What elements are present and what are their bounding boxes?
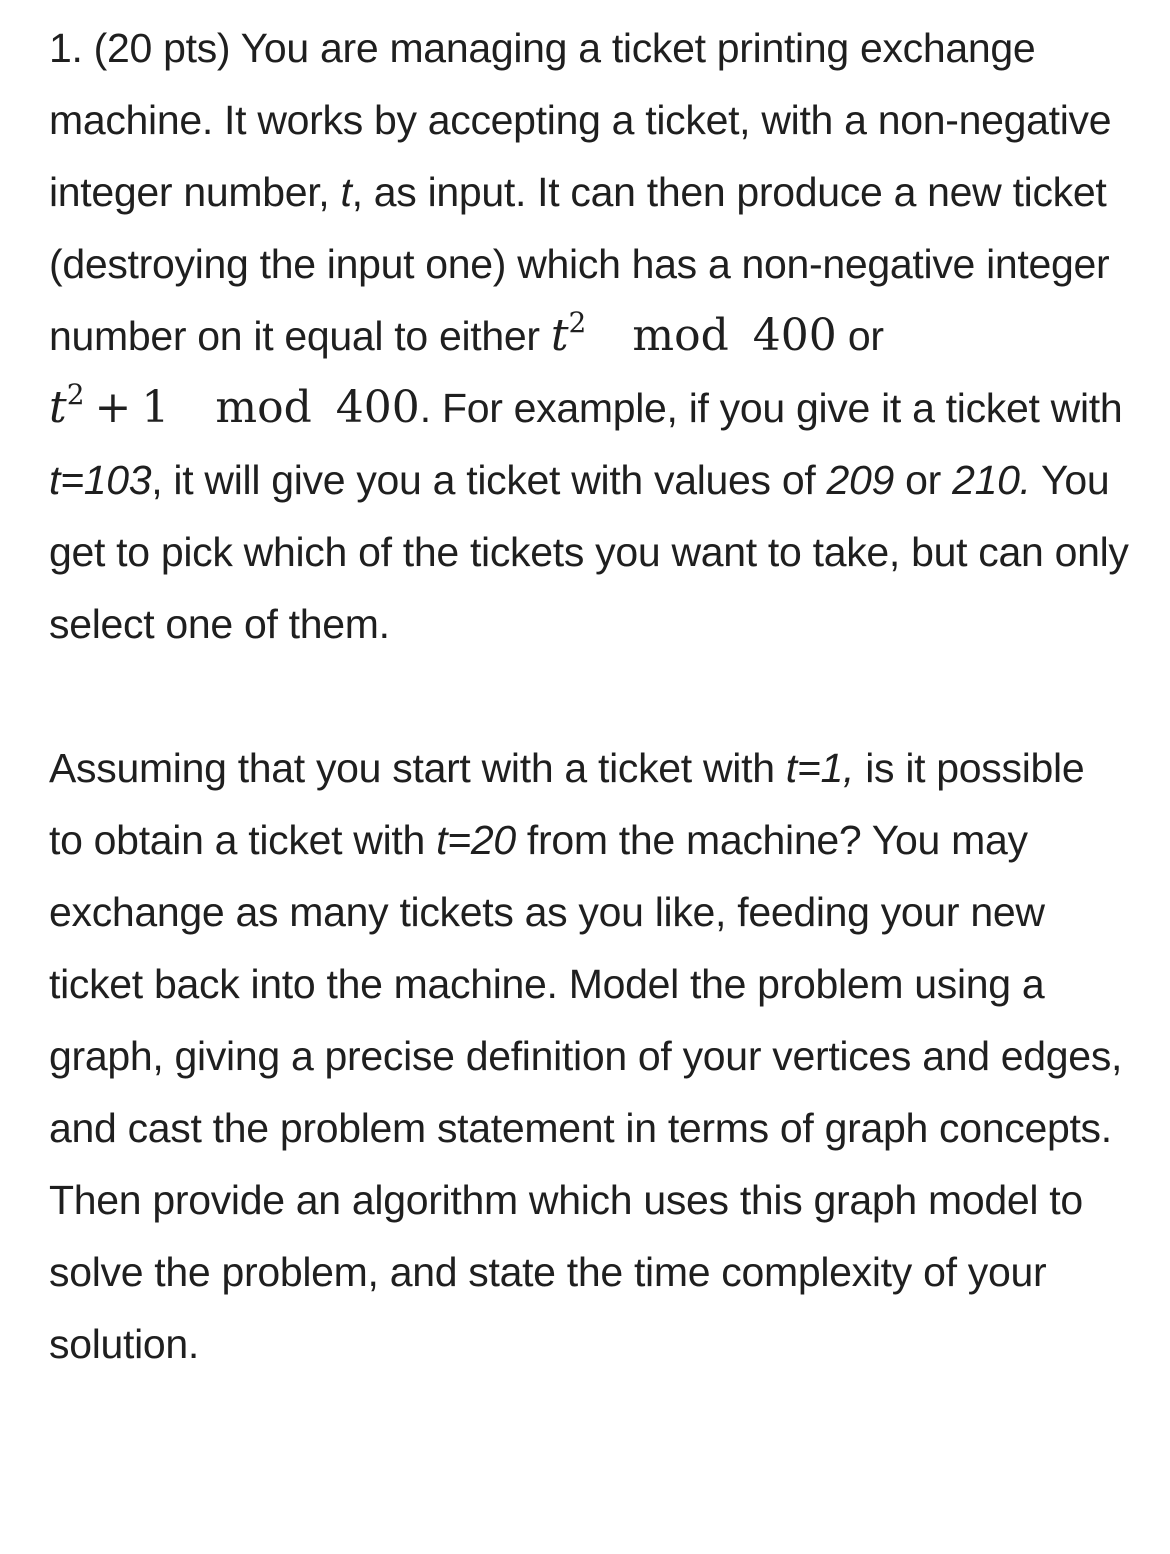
formula-t-squared-plus-one-mod-400: $t^2 + 1$ mod 400 [49,378,420,433]
variable-t: t [340,169,352,215]
example-lead-text: . For example, if you give it a ticket with [419,385,1123,431]
paragraph-spacer [49,660,1129,732]
formula-t-squared-mod-400: $t^2$ mod 400 [550,306,837,361]
question-text [49,12,1129,1380]
question-paragraph-2 [49,732,1129,1380]
or-text: or [894,457,953,503]
or-text: or [836,313,884,359]
intro-text: 1. (20 pts) You are managing a ticket printing exchange machine. It works by accepting a ticket, with a non-negative integer number, [49,25,1112,215]
example-mid-text: , it will give you a ticket with values of [151,457,827,503]
task-instructions-text: from the machine? You may exchange as many tickets as you like, feeding your new ticket back into the machine. Model the problem using a graph, giving a precise definition of your vertices and edges, and cast the problem statement in terms of graph concepts. Then provide an algorithm which uses this graph model to solve the problem, and state the time complexity of your solution. [49,817,1123,1367]
assumption-mid-text: is it possible to obtain a ticket with [49,745,1085,863]
assumption-lead-text: Assuming that you start with a ticket with [49,745,786,791]
machine-description-text: , as input. It can then produce a new ticket (destroying the input one) which has a non-negative integer number on it equal to either [49,169,1110,359]
closing-text: You get to pick which of the tickets you want to take, but can only select one of them. [49,457,1129,647]
example-t-value: t=103 [49,457,152,503]
start-t-value: t=1, [785,745,855,791]
target-t-value: t=20 [436,817,516,863]
example-output-b: 210. [952,457,1031,503]
question-paragraph-1 [49,12,1129,660]
example-output-a: 209 [826,457,895,503]
